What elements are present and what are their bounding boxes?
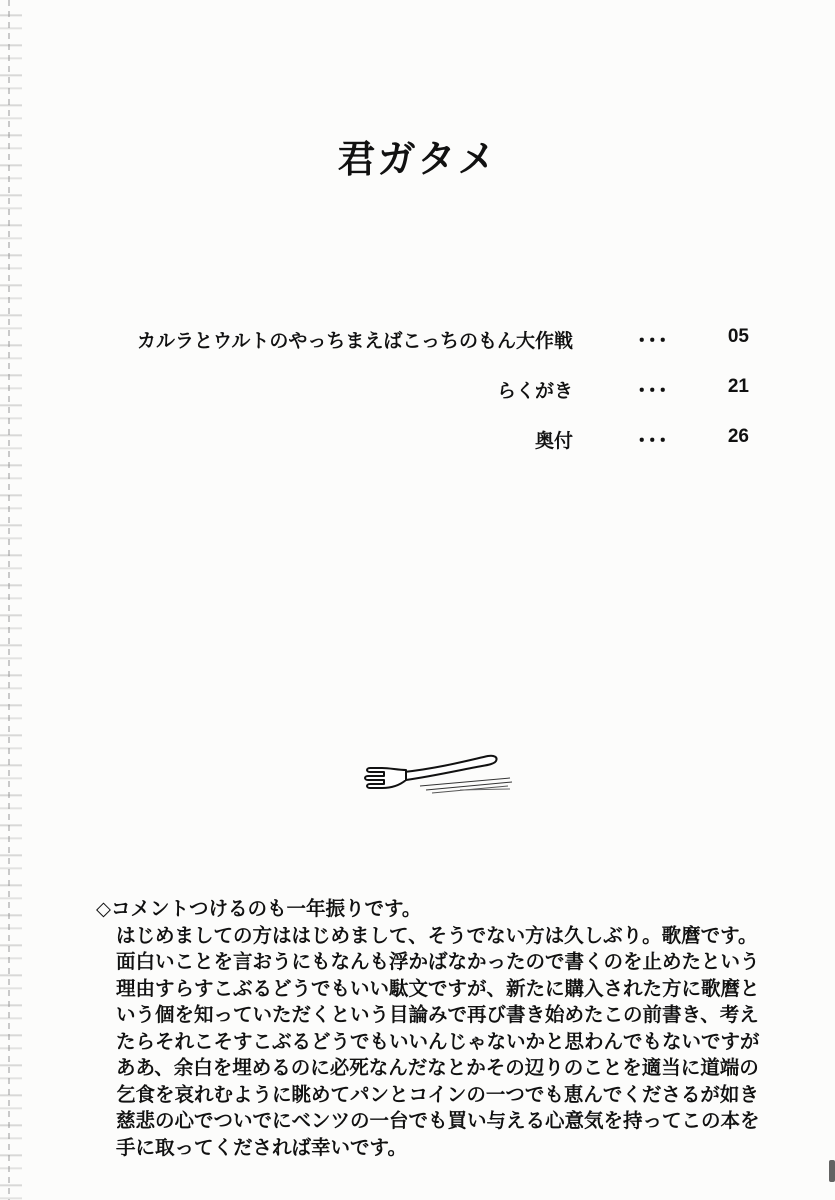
toc-leader-dots: ･･･: [637, 330, 669, 352]
toc-page-number: 26: [727, 426, 749, 447]
toc-row: [0, 368, 835, 418]
comment-line: ああ、余白を埋めるのに必死なんだなとかその辺りのことを適当に道端の: [116, 1056, 759, 1079]
comment-heading: ◇コメントつけるのも一年振りです。: [96, 897, 422, 920]
toc-page-number: 21: [727, 376, 749, 397]
toc-entry-label: 奥付: [534, 430, 573, 452]
page-edge-mark: [829, 1160, 835, 1182]
toc-leader-dots: ･･･: [637, 380, 669, 402]
comment-line: はじめましての方ははじめまして、そうでない方は久しぶり。歌麿です。: [116, 923, 758, 947]
author-comment: [96, 896, 796, 1161]
toc-row: [0, 418, 835, 468]
comment-line: 慈悲の心でついでにベンツの一台でも買い与える心意気を持ってこの本を: [116, 1109, 760, 1132]
toc-leader-dots: ･･･: [637, 430, 669, 452]
fork-icon: [360, 748, 520, 800]
toc-entry-label: カルラとウルトのやっちまえばこっちのもん大作戦: [136, 330, 573, 352]
comment-line: たらそれこそすこぶるどうでもいいんじゃないかと思わんでもないですが: [116, 1029, 760, 1053]
comment-line: 面白いことを言おうにもなんも浮かばなかったので書くのを止めたという: [116, 950, 760, 973]
comment-body: [96, 923, 796, 1162]
comment-line: 手に取ってくだされば幸いです。: [116, 1135, 407, 1159]
table-of-contents: [0, 318, 835, 468]
page-title: 君ガタメ: [337, 137, 498, 181]
toc-row: [0, 318, 835, 368]
toc-entry-label: らくがき: [496, 380, 573, 402]
comment-line: いう個を知っていただくという目論みで再び書き始めたこの前書き、考え: [116, 1003, 759, 1026]
toc-page-number: 05: [727, 326, 749, 347]
comment-line: 乞食を哀れむように眺めてパンとコインの一つでも恵んでくださるが如き: [116, 1082, 759, 1106]
comment-line: 理由すらすこぶるどうでもいい駄文ですが、新たに購入された方に歌麿と: [116, 976, 760, 1000]
